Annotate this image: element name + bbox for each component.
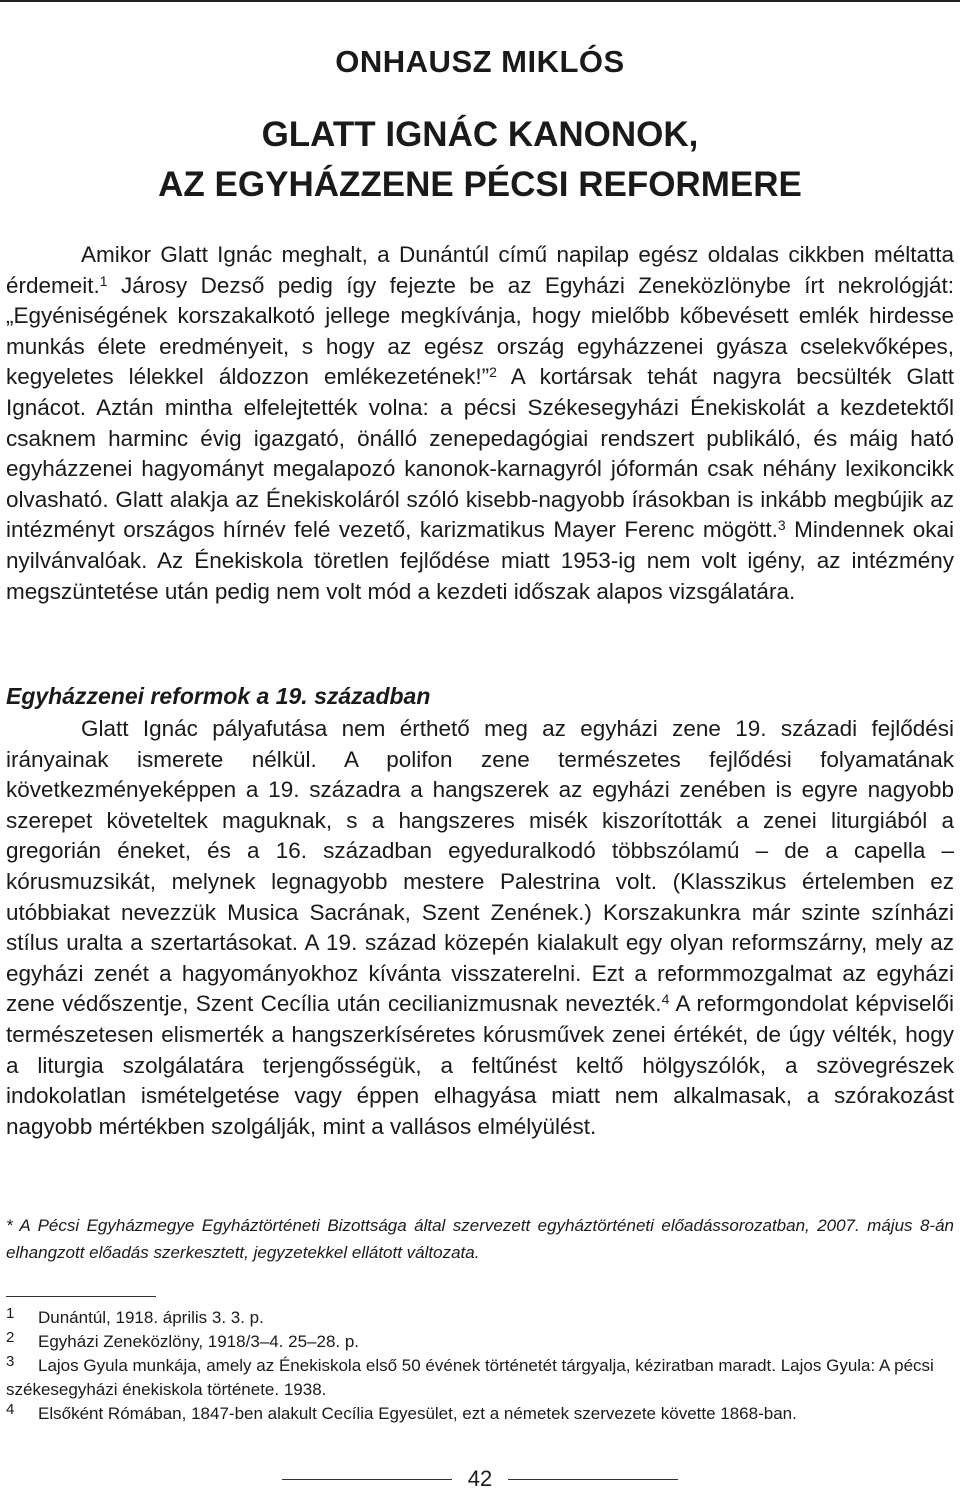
footnote-2: 2 Egyházi Zeneközlöny, 1918/3–4. 25–28. p. [6,1329,360,1351]
author-note: * A Pécsi Egyházmegye Egyháztörténeti Bizottsága által szervezett egyháztörténeti előadássorozatban, 2007. május 8-án elhangzott előadás szerkesztett, jegyzetekkel ellátott változata. [6,1216,954,1262]
section-body [6,714,954,1142]
footnote-text: Dunántúl, 1918. április 3. 3. p. [38,1308,264,1327]
paragraph-text: A kortársak tehát nagyra becsülték Glatt Ignácot. Aztán mintha elfelejtették volna: a pécsi Székesegyházi Énekiskolát a kezdetektől csaknem harminc évig igazgató, önálló zenepedagógiai rendszert publikáló, és máig ható egyházzenei hagyományt megalapozó kanonok-karnagyról jóformán csak néhány lexikoncikk olvasható. Glatt alakja az Énekiskoláról szóló kisebb-nagyobb írásokban is inkább megbújik az intézményt országos hírnév felé vezető, karizmatikus Mayer Ferenc mögött. [6,364,954,543]
footnote-ref-2[interactable]: 2 [489,364,497,381]
footnote-1: 1 Dunántúl, 1918. április 3. 3. p. [6,1305,264,1327]
footnote-divider [6,1296,156,1297]
footnote-3: 3 Lajos Gyula munkája, amely az Énekiskola első 50 évének történetét tárgyalja, kéziratban maradt. Lajos Gyula: A pécsi székesegyházi énekiskola története. 1938. [6,1353,934,1399]
page-footer [0,1466,960,1494]
article-title-line-1: GLATT IGNÁC KANONOK, [261,115,699,154]
intro-paragraph [6,240,954,607]
footnotes [6,1306,954,1426]
top-rule [0,0,960,2]
article-title-line-2: AZ EGYHÁZZENE PÉCSI REFORMERE [158,165,802,204]
footnote-text: Egyházi Zeneközlöny, 1918/3–4. 25–28. p. [38,1332,360,1351]
section-heading: Egyházzenei reformok a 19. században [6,683,431,709]
footnote-ref-3[interactable]: 3 [777,517,786,534]
footnote-text: Lajos Gyula munkája, amely az Énekiskola első 50 évének történetét tárgyalja, kéziratban maradt. Lajos Gyula: A pécsi székesegyházi énekiskola története. 1938. [6,1356,934,1399]
footnote-text: Elsőként Rómában, 1847-ben alakult Cecília Egyesület, ezt a németek szervezete követte 1868-ban. [38,1404,797,1423]
paragraph-text: Mindennek okai nyilvánvalóak. Az Énekiskola töretlen fejlődése miatt 1953-ig nem volt igény, az intézmény megszüntetése után pedig nem volt mód a kezdeti időszak alapos vizsgálatára. [6,517,954,604]
footnote-ref-4[interactable]: 4 [661,991,670,1008]
author-name: ONHAUSZ MIKLÓS [335,44,625,79]
paragraph-1 [6,240,954,607]
paragraph-text: Járosy Dezső pedig így fejezte be az Egyházi Zeneközlönybe írt nekrológját: „Egyéniségének korszakalkotó jellege megkívánja, hogy mielőbb kőbevésett emlék hirdesse munkás élete eredményeit, s hogy az egész ország egyházzenei gyásza cselekvőképes, kegyeletes lélekkel áldozzon emlékezetének!” [6,272,954,390]
paragraph-text: Amikor Glatt Ignác meghalt, a Dunántúl című napilap egész oldalas cikkben méltatta érdemeit. [6,242,954,298]
paragraph-text: A reformgondolat képviselői természetesen elismerték a hangszerkíséretes kórusművek zenei értékét, de úgy vélték, hogy a liturgia szolgálatára terjengősségük, a feltűnést keltő hölgyszólók, a szövegrészek indokolatlan ismételgetése vagy éppen elhagyása miatt nem alkalmasak, a szórakozást nagyobb mértékben szolgálják, mint a vallásos elmélyülést. [6,991,954,1139]
paragraph-2 [6,714,954,1142]
paragraph-text: Glatt Ignác pályafutása nem érthető meg az egyházi zene 19. századi fejlődési irányainak ismerete nélkül. A polifon zene természetes fejlődési folyamatának következményeképpen a 19. századra a hangszerek az egyházi zenében is egyre nagyobb szerepet követeltek maguknak, s a hangszeres misék kiszorították a zenei liturgiából a gregorián éneket, és a 16. században egyeduralkodó többszólamú – de a capella – kórusmuzsikát, melynek legnagyobb mestere Palestrina volt. (Klasszikus értelemben ez utóbbiakat nevezzük Musica Sacrának, Szent Zenének.) Korszakunkra már szinte színházi stílus uralta a szertartásokat. A 19. század közepén kialakult egy olyan reformszárny, mely az egyházi zenét a hagyományokhoz kívánta visszaterelni. Ezt a reformmozgalmat az egyházi zene védőszentje, Szent Cecília után cecilianizmusnak nevezték. [6,716,954,1017]
footnote-4: 4 Elsőként Rómában, 1847-ben alakult Cecília Egyesület, ezt a németek szervezete követte 1868-ban. [6,1401,797,1423]
footer-rule-right [508,1479,678,1480]
page-number: 42 [467,1466,493,1491]
footnote-ref-1[interactable]: 1 [99,272,108,289]
